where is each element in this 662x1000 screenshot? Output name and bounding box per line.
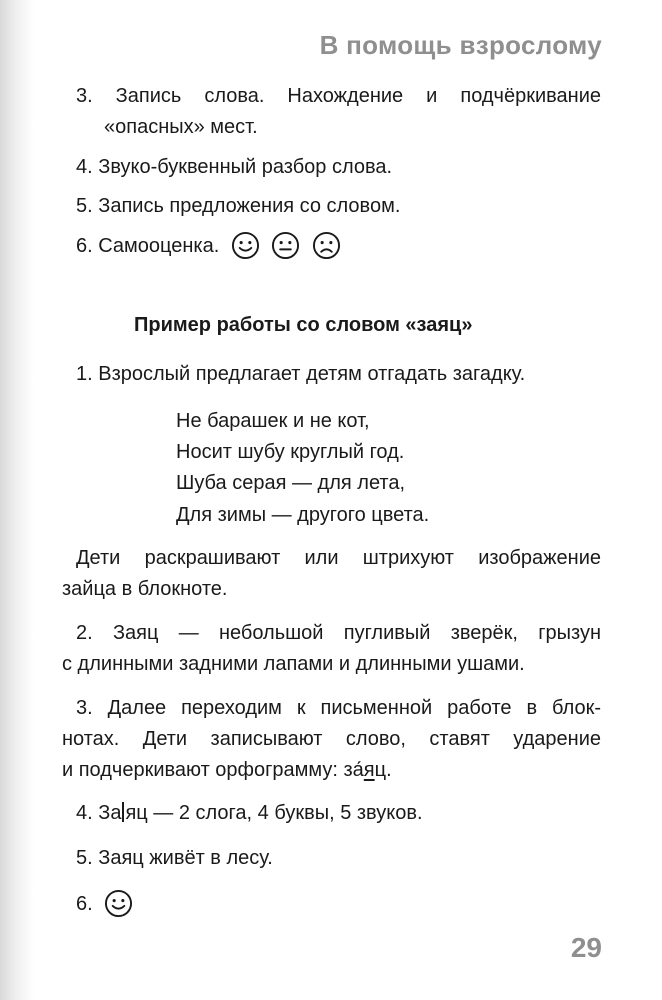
smiley-happy-icon <box>104 889 133 918</box>
example-item-3-line-3 <box>62 756 392 785</box>
step-4: 4. Звуко-буквенный разбор слова. <box>76 156 393 178</box>
orthogram-underlined-letter: я <box>363 759 375 781</box>
step-5: 5. Запись предложения со словом. <box>76 195 401 217</box>
smiley-happy-icon <box>231 231 260 260</box>
smiley-sad-icon <box>312 231 341 260</box>
after-riddle-line-2: зайца в блокноте. <box>62 578 228 600</box>
example-heading: Пример работы со словом «заяц» <box>134 314 473 336</box>
example-item-6-label: 6. <box>76 893 93 915</box>
orthogram-prefix: и подчеркивают орфограмму: за́ <box>62 759 364 781</box>
example-item-6 <box>76 889 133 919</box>
riddle-line-3: Шуба серая — для лета, <box>176 472 406 494</box>
step-3-line-2: «опасных» мест. <box>104 116 258 138</box>
page-number: 29 <box>570 932 602 963</box>
step-3-line-1: 3. Запись слова. Нахождение и подчёркивание <box>76 85 601 107</box>
step-6-label: 6. Самооценка. <box>76 235 220 257</box>
step-6 <box>76 231 341 261</box>
smiley-neutral-icon <box>271 231 300 260</box>
riddle-line-1: Не барашек и не кот, <box>176 410 370 432</box>
example-item-3-line-1: 3. Далее переходим к письменной работе в блок- <box>76 697 601 719</box>
riddle-line-2: Носит шубу круглый год. <box>176 441 405 463</box>
after-riddle-line-1: Дети раскрашивают или штрихуют изображение <box>76 547 601 569</box>
syllable-part-2: яц — 2 слога, 4 буквы, 5 звуков. <box>125 802 423 824</box>
page-gutter-shadow <box>0 0 34 1000</box>
example-item-5: 5. Заяц живёт в лесу. <box>76 847 273 869</box>
example-item-4 <box>76 799 423 828</box>
example-item-2-line-1: 2. Заяц — небольшой пугливый зверёк, грызун <box>76 622 601 644</box>
example-item-1: 1. Взрослый предлагает детям отгадать загадку. <box>76 363 526 385</box>
riddle-line-4: Для зимы — другого цвета. <box>176 504 430 526</box>
page-header: В помощь взрослому <box>319 30 602 60</box>
orthogram-suffix: ц. <box>374 759 392 781</box>
example-item-2-line-2: с длинными задними лапами и длинными ушами. <box>62 653 525 675</box>
syllable-part-1: 4. За <box>76 802 122 824</box>
example-item-3-line-2: нотах. Дети записывают слово, ставят ударение <box>62 728 601 750</box>
